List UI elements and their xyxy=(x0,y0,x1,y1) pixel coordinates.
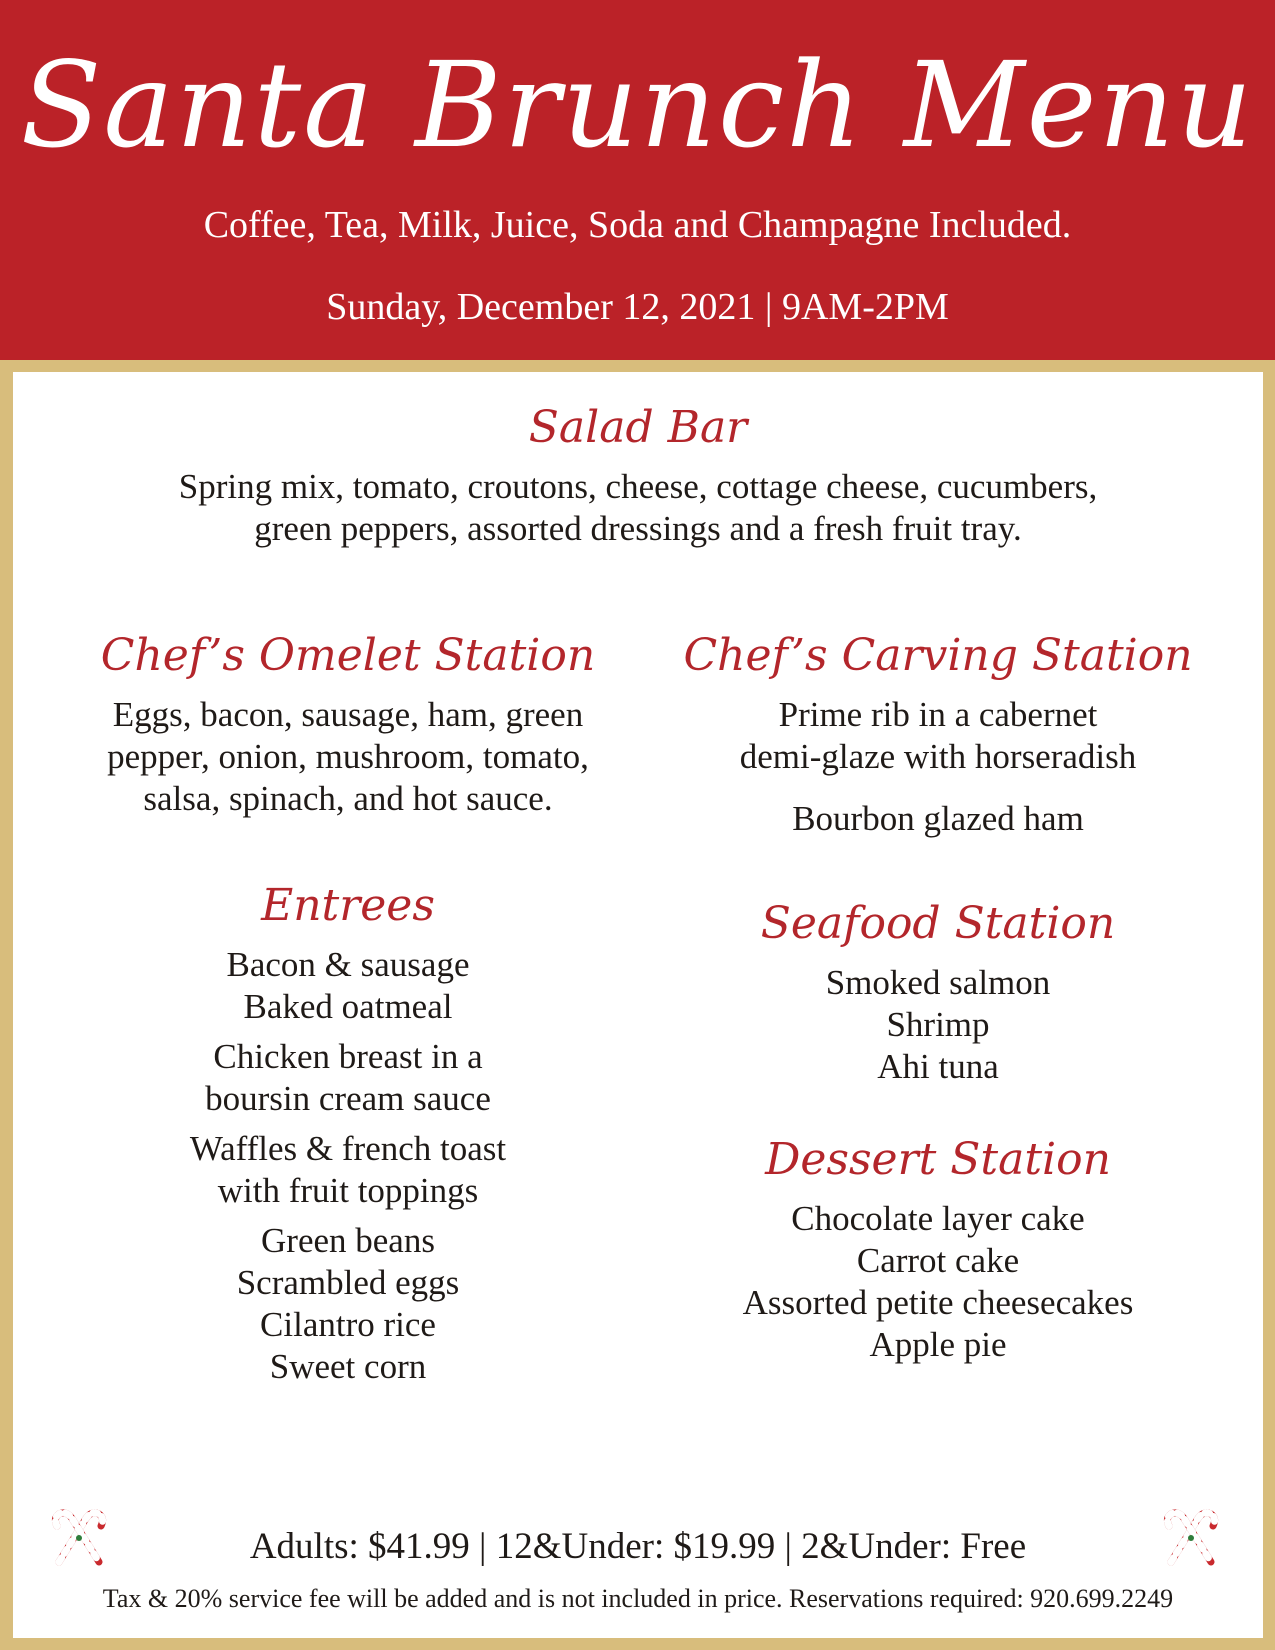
menu-header xyxy=(0,0,1275,360)
carving-title: Chef’s Carving Station xyxy=(683,630,1193,681)
entree-line: Baked oatmeal xyxy=(243,987,453,1026)
event-date-time: Sunday, December 12, 2021 | 9AM-2PM xyxy=(326,286,949,328)
salad-bar-line: green peppers, assorted dressings and a fresh fruit tray. xyxy=(254,509,1022,548)
fee-reservation-note: Tax & 20% service fee will be added and is not included in price. Reservations required: 920.699.2249 xyxy=(102,1584,1174,1613)
carving-section xyxy=(663,628,1213,840)
dessert-line: Carrot cake xyxy=(856,1241,1020,1280)
entree-line: Bacon & sausage xyxy=(226,945,470,984)
dessert-line: Assorted petite cheesecakes xyxy=(742,1283,1134,1322)
salad-bar-title: Salad Bar xyxy=(528,402,748,453)
entree-line: Scrambled eggs xyxy=(236,1263,460,1302)
entree-line: with fruit toppings xyxy=(217,1171,479,1210)
omelet-title: Chef’s Omelet Station xyxy=(100,630,596,681)
omelet-section xyxy=(63,628,633,820)
omelet-line: salsa, spinach, and hot sauce. xyxy=(143,779,553,818)
seafood-line: Ahi tuna xyxy=(877,1047,999,1086)
seafood-title: Seafood Station xyxy=(760,898,1116,949)
seafood-line: Smoked salmon xyxy=(825,963,1051,1002)
dessert-title: Dessert Station xyxy=(765,1134,1111,1185)
page-title: Santa Brunch Menu xyxy=(20,36,1255,174)
entree-line: Cilantro rice xyxy=(260,1305,436,1344)
price-line: Adults: $41.99 | 12&Under: $19.99 | 2&Under: Free xyxy=(249,1526,1027,1567)
entree-line: boursin cream sauce xyxy=(205,1079,491,1118)
entrees-section xyxy=(63,878,633,1388)
entree-line: Green beans xyxy=(261,1221,435,1260)
entrees-title: Entrees xyxy=(261,880,435,931)
seafood-line: Shrimp xyxy=(886,1005,990,1044)
seafood-section xyxy=(663,896,1213,1088)
entree-line: Chicken breast in a xyxy=(213,1037,483,1076)
included-drinks: Coffee, Tea, Milk, Juice, Soda and Champagne Included. xyxy=(203,204,1072,246)
carving-line: Prime rib in a cabernet xyxy=(778,695,1098,734)
menu-panel xyxy=(13,372,1263,1638)
omelet-line: pepper, onion, mushroom, tomato, xyxy=(107,737,589,776)
dessert-line: Chocolate layer cake xyxy=(791,1199,1085,1238)
dessert-section xyxy=(663,1132,1213,1366)
salad-bar-line: Spring mix, tomato, croutons, cheese, cottage cheese, cucumbers, xyxy=(178,467,1098,506)
salad-bar-section xyxy=(113,400,1163,550)
carving-line: demi-glaze with horseradish xyxy=(739,737,1137,776)
entree-line: Sweet corn xyxy=(269,1347,427,1386)
omelet-line: Eggs, bacon, sausage, ham, green xyxy=(112,695,584,734)
carving-line: Bourbon glazed ham xyxy=(792,799,1084,838)
entree-line: Waffles & french toast xyxy=(189,1129,507,1168)
dessert-line: Apple pie xyxy=(869,1325,1007,1364)
